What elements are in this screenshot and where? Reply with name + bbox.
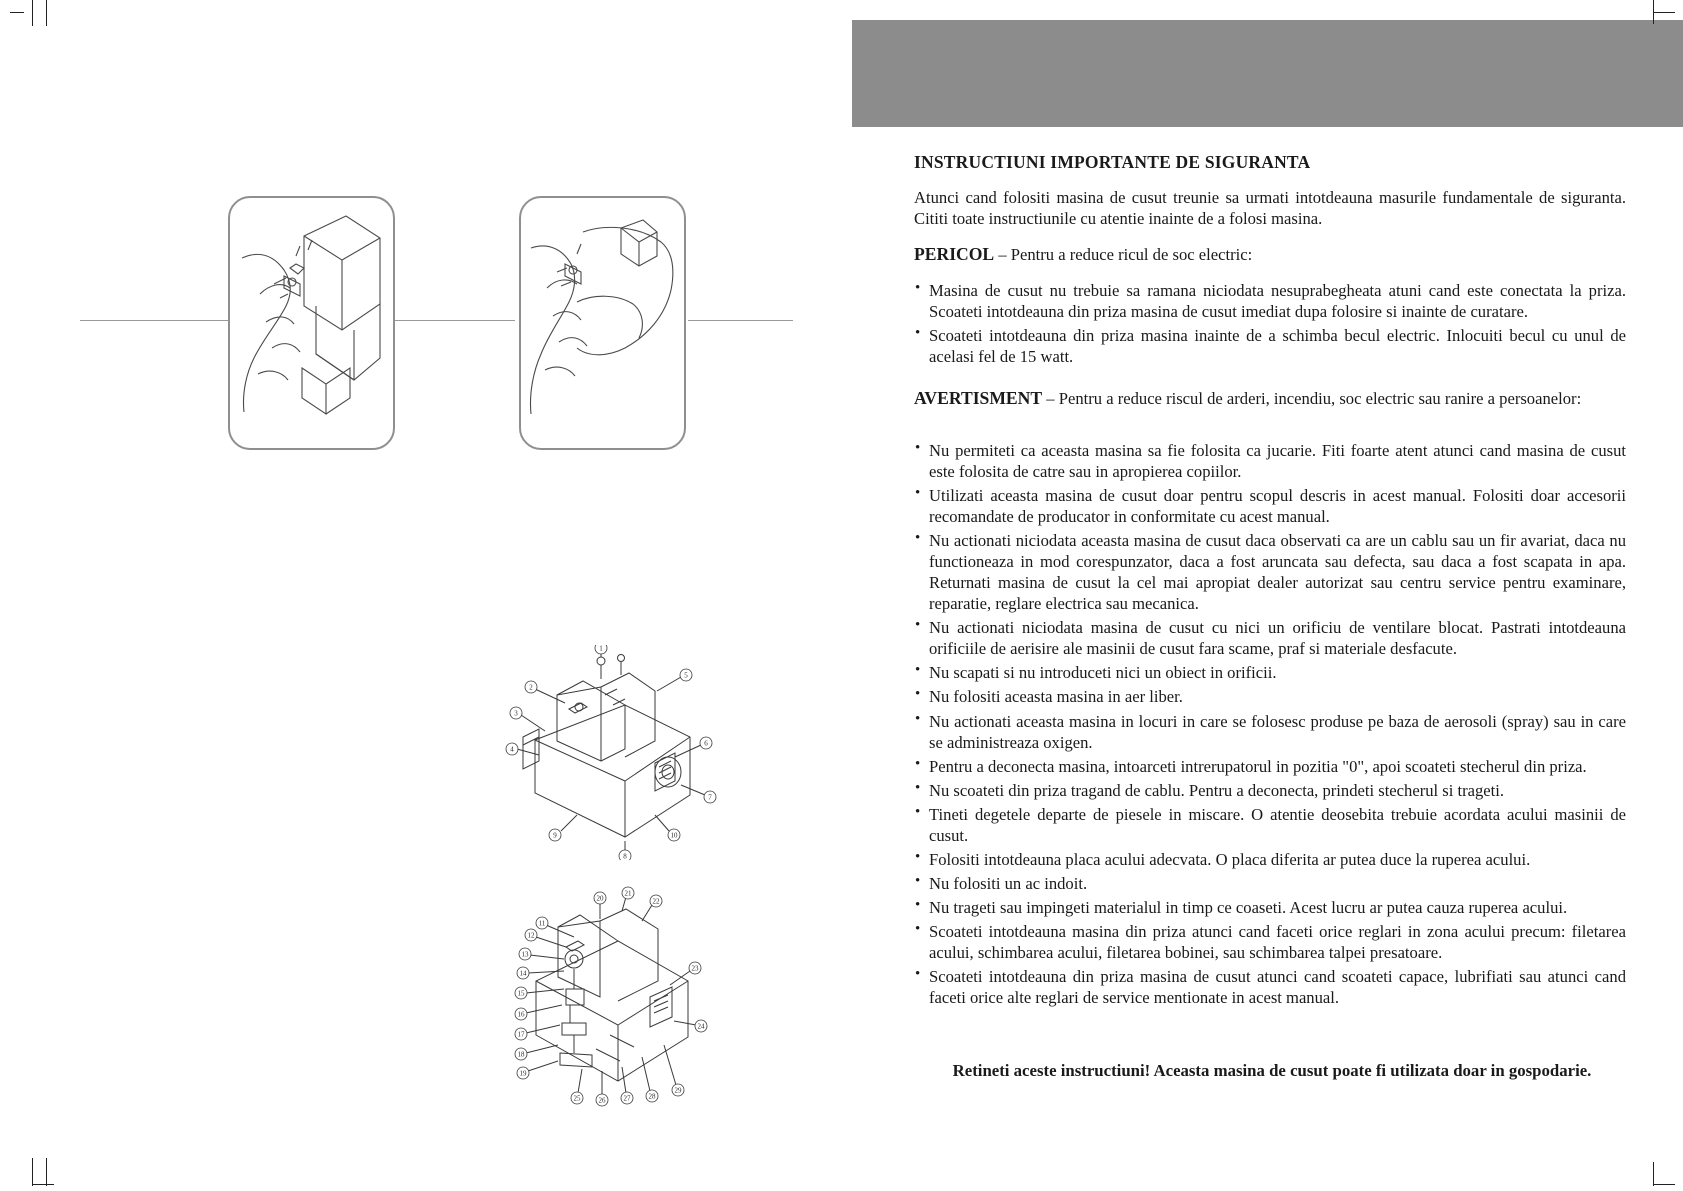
svg-text:17: 17 xyxy=(517,1030,525,1039)
svg-text:4: 4 xyxy=(510,745,514,754)
crop-mark-top-left xyxy=(10,0,50,30)
list-item: • Tineti degetele departe de piesele in miscare. O atentie deosebita trebuie acordata acului masinii de cusut. xyxy=(914,804,1626,846)
svg-text:10: 10 xyxy=(670,831,678,840)
list-item: • Scoateti intotdeauna masina din priza atunci cand faceti orice reglari in zona acului precum: filetarea acului, schimbarea acului, filetarea bobinei, sau schimbarea talpei presatoare. xyxy=(914,921,1626,963)
footer-note: Retineti aceste instructiuni! Aceasta masina de cusut poate fi utilizata doar in gospodarie. xyxy=(952,1061,1592,1080)
warning-lead-word: AVERTISMENT xyxy=(914,388,1043,409)
machine-front-parts-drawing xyxy=(505,645,720,860)
fold-guide-line-right xyxy=(688,320,793,321)
svg-text:22: 22 xyxy=(652,897,660,906)
svg-text:11: 11 xyxy=(538,919,546,928)
svg-text:29: 29 xyxy=(674,1086,682,1095)
svg-text:9: 9 xyxy=(553,831,557,840)
svg-text:25: 25 xyxy=(573,1094,581,1103)
list-item: • Nu actionati niciodata masina de cusut cu nici un orificiu de ventilare blocat. Pastrati intotdeauna orificiile de aerisire ale masinii de cusut fara scame, praf si materiale desfacute. xyxy=(914,617,1626,659)
page-title: INSTRUCTIUNI IMPORTANTE DE SIGURANTA xyxy=(914,152,1311,172)
list-item: • Folositi intotdeauna placa acului adecvata. O placa diferita ar putea duce la ruperea acului. xyxy=(914,849,1626,870)
crop-mark-bottom-left xyxy=(10,1150,54,1190)
svg-text:15: 15 xyxy=(517,989,525,998)
list-item: • Nu folositi un ac indoit. xyxy=(914,873,1626,894)
svg-text:8: 8 xyxy=(623,852,627,860)
warning-bullet-list xyxy=(914,440,1626,1009)
hand-inserting-bobbin-case-drawing xyxy=(230,198,389,444)
svg-text:18: 18 xyxy=(517,1050,525,1059)
warning-heading-paragraph xyxy=(914,387,1626,410)
svg-text:12: 12 xyxy=(527,931,535,940)
machine-needle-area-parts-diagram xyxy=(500,885,720,1115)
list-item: • Nu actionati niciodata aceasta masina de cusut daca observati ca are un cablu sau un fir avariat, daca nu functioneaza in mod corespunzator, daca a fost aruncata sau defecta, sau daca a fost scapata in apa. Returnati masina de cusut la cel mai apropiat dealer autorizat sau centru service pentru examinare, reparatie, reglare electrica sau mecanica. xyxy=(914,530,1626,614)
list-item: • Scoateti intotdeauna din priza masina de cusut atunci cand scoateti capace, lubrifiati sau atunci cand faceti orice alte reglari de service mentionate in acest manual. xyxy=(914,966,1626,1008)
svg-text:28: 28 xyxy=(648,1092,656,1101)
fold-guide-line-mid xyxy=(390,320,515,321)
svg-text:13: 13 xyxy=(521,950,529,959)
list-item: • Nu scoateti din priza tragand de cablu. Pentru a deconecta, prindeti stecherul si trageti. xyxy=(914,780,1626,801)
intro-paragraph: Atunci cand folositi masina de cusut treunie sa urmati intotdeauna masurile fundamentale de siguranta. Cititi toate instructiunile cu atentie inainte de a folosi masina. xyxy=(914,188,1626,229)
list-item: • Scoateti intotdeauna din priza masina inainte de a schimba becul electric. Inlocuiti becul cu unul de acelasi fel de 15 watt. xyxy=(914,325,1626,367)
list-item: • Nu actionati aceasta masina in locuri in care se folosesc produse pe baza de aerosoli (spray) sau in care se administreaza oxigen. xyxy=(914,711,1626,753)
list-item: • Utilizati aceasta masina de cusut doar pentru scopul descris in acest manual. Folositi doar accesorii recomandate de producator in conformitate cu acest manual. xyxy=(914,485,1626,527)
hand-inserting-bobbin-case-figure xyxy=(228,196,395,450)
crop-mark-bottom-right xyxy=(1641,1158,1681,1190)
danger-bullet-list xyxy=(914,280,1626,367)
right-page xyxy=(852,0,1683,1191)
header-gray-band xyxy=(852,20,1683,127)
machine-front-parts-diagram xyxy=(505,645,720,860)
svg-text:21: 21 xyxy=(624,889,632,898)
danger-lead-word: PERICOL xyxy=(914,244,995,265)
list-item: • Nu permiteti ca aceasta masina sa fie folosita ca jucarie. Fiti foarte atent atunci cand masina de cusut este folosita de catre sau in apropierea copiilor. xyxy=(914,440,1626,482)
svg-text:2: 2 xyxy=(529,683,533,692)
machine-needle-area-parts-drawing xyxy=(500,885,720,1115)
hand-holding-machine-arm-drawing xyxy=(521,198,680,444)
svg-text:26: 26 xyxy=(598,1096,606,1105)
svg-text:19: 19 xyxy=(519,1069,527,1078)
fold-guide-line-left xyxy=(80,320,230,321)
list-item: • Nu scapati si nu introduceti nici un obiect in orificii. xyxy=(914,662,1626,683)
svg-text:16: 16 xyxy=(517,1010,525,1019)
list-item: • Pentru a deconecta masina, intoarceti intrerupatorul in pozitia "0", apoi scoateti stecherul din priza. xyxy=(914,756,1626,777)
crop-mark-top-right xyxy=(1641,0,1681,30)
danger-heading-paragraph xyxy=(914,243,1626,266)
list-item: • Masina de cusut nu trebuie sa ramana niciodata nesuprabegheata atuni cand este conectata la priza. Scoateti intotdeauna din priza masina de cusut imediat dupa folosire si inainte de curatare. xyxy=(914,280,1626,322)
svg-text:3: 3 xyxy=(514,709,518,718)
svg-text:1: 1 xyxy=(599,645,603,653)
warning-lead-rest: – Pentru a reduce riscul de arderi, incendiu, soc electric sau ranire a persoanelor: xyxy=(1042,389,1582,409)
svg-text:14: 14 xyxy=(519,969,527,978)
svg-text:7: 7 xyxy=(708,793,712,802)
list-item: • Nu folositi aceasta masina in aer liber. xyxy=(914,686,1626,707)
svg-text:6: 6 xyxy=(704,739,708,748)
danger-lead-rest: – Pentru a reduce ricul de soc electric: xyxy=(994,245,1253,265)
svg-text:5: 5 xyxy=(684,671,688,680)
list-item: • Nu trageti sau impingeti materialul in timp ce coaseti. Acest lucru ar putea cauza ruperea acului. xyxy=(914,897,1626,918)
hand-holding-machine-arm-figure xyxy=(519,196,686,450)
svg-text:24: 24 xyxy=(697,1022,705,1031)
svg-text:23: 23 xyxy=(691,964,699,973)
svg-text:27: 27 xyxy=(623,1094,631,1103)
safety-instructions-block xyxy=(914,152,1626,1020)
svg-text:20: 20 xyxy=(596,894,604,903)
